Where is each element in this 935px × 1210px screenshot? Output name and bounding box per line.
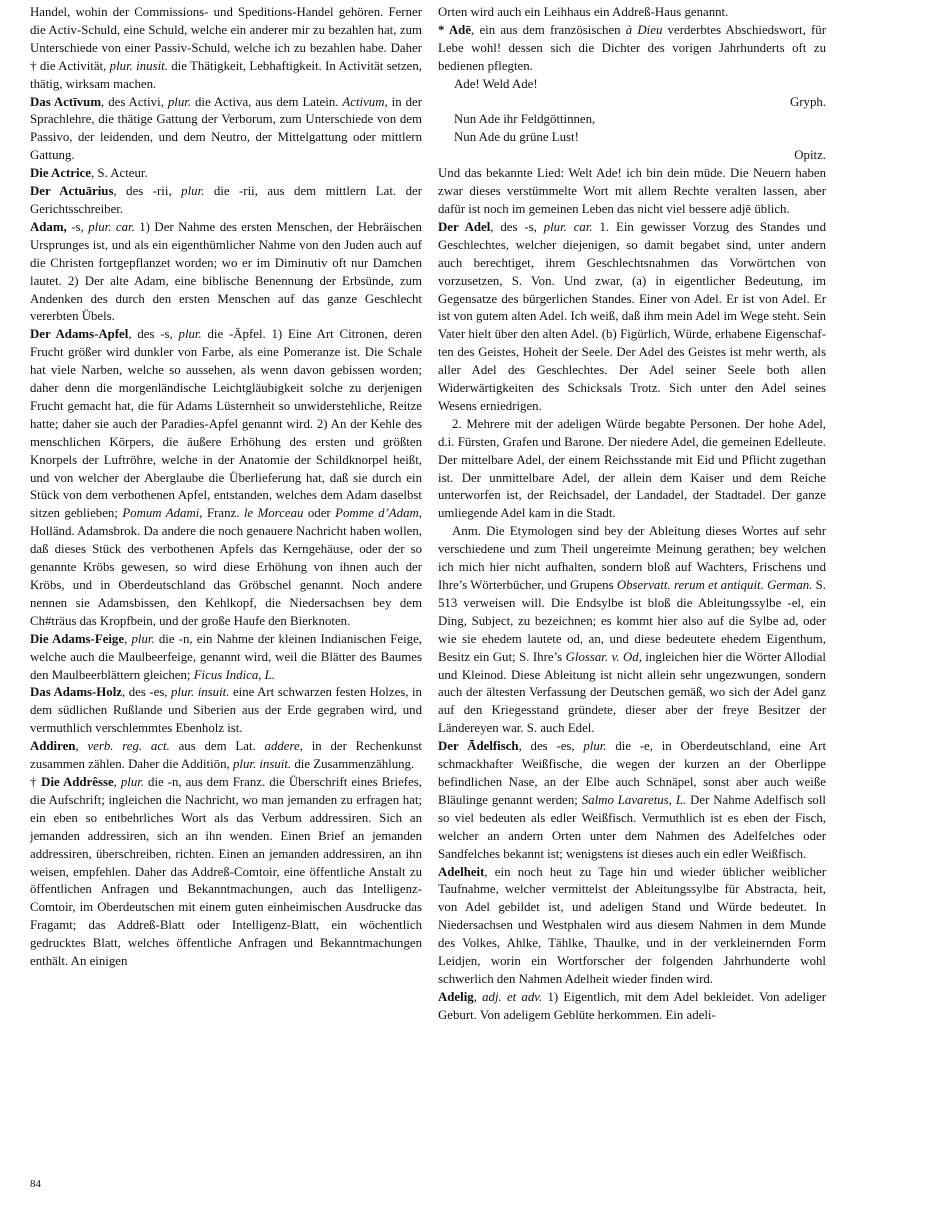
- text: die -n, aus dem Franz. die Überschrift eines Briefes, die Aufschrift; ingleichen die Nachricht, wo man jemanden zu erfragen hat; ein eben so entbehrliches Wort als das Verbum addressiren. Sich an jemanden addressiren, sich an ihn wenden. Einen Brief an jemanden addressiren, überschreiben, richten. Einen an jemanden addressiren, an ihn weisen, empfehlen. Daher das Addreß-Comtoir, eine öffentliche Anstalt zu öffentlichen Anfragen und Bekanntmachungen, auch das Intelligenz-Comtoir, im Oberdeutschen mit einem guten einheimischen Ausdrucke das Fragamt; das Addreß-Blatt oder Intelligenz-Blatt, ein wöchentlich gedrucktes Blatt, welches öffentliche Anfragen und Bekanntmachungen enthält. An einigen: [30, 774, 422, 969]
- paragraph: [438, 523, 826, 738]
- italic-text: plur. inusit.: [109, 58, 168, 73]
- italic-text: plur. car.: [88, 219, 135, 234]
- text: †: [30, 774, 42, 789]
- dictionary-entry: [438, 989, 826, 1025]
- text: , des -es,: [518, 739, 584, 754]
- italic-text: plur. car.: [543, 219, 593, 234]
- headword: Der Actuārius: [30, 184, 114, 199]
- right-column: [438, 4, 826, 1025]
- text: oder: [303, 506, 336, 521]
- headword: Der Ādelfisch: [438, 739, 519, 754]
- italic-text: plur.: [178, 327, 202, 342]
- italic-text: adj. et adv.: [482, 989, 543, 1004]
- headword: Der Adel: [438, 219, 491, 234]
- dictionary-entry: [30, 631, 422, 685]
- text: -s,: [66, 219, 89, 234]
- text: ,: [75, 739, 88, 754]
- text: verderbtes Abschiedswort, für Lebe wohl! dessen sich die Dichter des vorigen Jahrhunderts oft zu bedienen pflegten.: [438, 22, 826, 73]
- text: , S. Acteur.: [90, 166, 148, 181]
- text: , des -es,: [121, 685, 171, 700]
- italic-text: verb. reg. act.: [87, 739, 170, 754]
- italic-text: plur.: [131, 631, 155, 646]
- verse-line: Nun Ade ihr Feldgöttinnen,: [454, 112, 596, 127]
- dictionary-page: [30, 0, 830, 1210]
- text: ,: [113, 774, 121, 789]
- dictionary-entry: [438, 738, 826, 863]
- italic-text: Salmo Lavaretus, L.: [581, 792, 687, 807]
- text: eine Art schwarzen festen Holzes, in dem südlichen Rußlande und Siberien aus der Erde gegraben wird, und vermuthlich verschlemmtes Ebenholz ist.: [30, 685, 422, 736]
- text: ingleichen hier die Wörter Allodial und Kleinod. Diese Ableitung ist nicht allein sehr ungezwungen, sondern auch der ältesten Verfassung der Deutschen gemäß, wo sich der Adel ganz auf den Kriegesstand gründete, dieser aber der freye Besitzer der Ländereyen war. S. auch Edel.: [438, 649, 826, 736]
- dictionary-entry: [30, 165, 422, 183]
- text: , des -s,: [490, 219, 544, 234]
- italic-text: plur.: [167, 94, 192, 109]
- text: 1) Eigentlich, mit dem Adel bekleidet. Von adeliger Geburt. Von adeligem Geblüte herkommen. Ein adeli-: [438, 989, 826, 1022]
- italic-text: addere,: [264, 739, 303, 754]
- verse-quote: [438, 76, 826, 112]
- headword: Der Adams-Apfel: [30, 327, 129, 342]
- headword: Addiren: [30, 739, 76, 754]
- text: , des -rii,: [113, 184, 182, 199]
- headword: Die Actrice: [30, 166, 91, 181]
- text: Handel, wohin der Commissions- und Speditions-Handel gehören. Ferner die Activ-Schuld, eine Schuld, welche ein anderer mir zu bezahlen hat, zum Unterschiede von einer Passiv-Schuld, welche ich zu bezahlen habe. Daher † die Activität,: [30, 5, 422, 73]
- text: die -n, ein Nahme der kleinen Indianischen Feige, welche auch die Maulbeerfeige, genannt wird, weil die Blätter des Baumes den Maulbeerblättern gleichen;: [30, 631, 422, 682]
- verse-line: Ade! Weld Ade!: [454, 76, 538, 91]
- text: Und das bekannte Lied: Welt Ade! ich bin dein müde. Die Neuern haben zwar dieses verstümmelte Wort mit allem Rechte veralten lassen, aber dafür ist noch im gemeinen Leben das nicht viel bessere adjē üblich.: [438, 166, 826, 216]
- dictionary-entry: [30, 684, 422, 738]
- text: Der Nahme Adelfisch soll so viel bedeuten als edler Weißfisch. Vermuthlich ist es eben der Fisch, welcher an andern Orten unter dem Nahmen des Adelfelches oder Sandfelches bekannt ist; wenigstens ist dieses auch ein edler Weißfisch.: [438, 792, 826, 861]
- text: 1) Der Nahme des ersten Menschen, der Hebräischen Ursprunges ist, und als ein eigenthümlicher Nahme von den Juden auch auf die Christen fortgepflanzet worden; wo er im Diminutiv oft nur Damchen lautet. 2) Der alte Adam, eine biblische Benennung der Erbsünde, zum Andenken des durch den ersten Menschen auf das ganze Geschlecht vererbten Übels.: [30, 219, 422, 324]
- paragraph: [438, 416, 826, 523]
- text: Franz.: [202, 506, 244, 521]
- text: Holländ. Adamsbrok. Da andere die noch genauere Nachricht haben wollen, daß dieses Stück des verbothenen Apfels das Kerngehäuse, oder der so genannte Kröbs gewesen, so wird diese Erhöhung von ihnen auch der Kröbs, und in Oberdeutschland das Gröbschel genannt. Noch andere nennen sie Adamsbissen, den Kehlkopf, die Niedersachsen bey dem Ch#träus das Kropfbein, und der große Haufe den Bierknoten.: [30, 524, 422, 628]
- italic-text: plur.: [181, 184, 205, 199]
- text: Orten wird auch ein Leihhaus ein Addreß-Haus genannt.: [438, 5, 729, 19]
- dictionary-entry: [30, 774, 422, 971]
- headword: Das Adams-Holz: [30, 685, 122, 700]
- italic-text: plur.: [583, 739, 607, 754]
- dictionary-entry: [438, 219, 826, 416]
- text: , des -s,: [128, 327, 179, 342]
- italic-text: plur.: [120, 774, 145, 789]
- text: die Zusammenzählung.: [291, 757, 415, 772]
- headword: * Adē: [438, 22, 472, 37]
- text: , ein noch heut zu Tage hin und wieder üblicher weiblicher Taufnahme, welcher vermittelst der Ableitungssylbe für Abstracta, heit, von Adel gebildet ist, und adeligen Stand und Würde bedeutet. In Niedersachsen und Westphalen wird aus diesem Nahmen in dem Munde des Volkes, Ahlke, Tählke, Thaulke, und in der verkleinernden Form Leidjen, worin ein Wortforscher der folgenden Jahrhunderte wohl schwerlich den Nahmen Adelheit wieder finden wird.: [438, 864, 826, 986]
- verse-attribution: Gryph.: [789, 94, 826, 109]
- dictionary-entry: [30, 326, 422, 630]
- verse-quote: [438, 111, 826, 165]
- verse-line: Nun Ade du grüne Lust!: [454, 130, 579, 145]
- dictionary-entry: [30, 219, 422, 326]
- italic-text: Activum,: [342, 94, 388, 109]
- left-column: [30, 4, 422, 971]
- paragraph: [438, 165, 826, 219]
- text: , des Activi,: [101, 94, 168, 109]
- text: die -Äpfel. 1) Eine Art Citronen, deren Frucht größer wird dunkler von Farbe, als eine Pomeranze ist. Die Schale hat viele Narben, welche so aussehen, als wenn davon gebissen worden; daher denn die morgenländische Leichtgläubigkeit solche zu derjenigen Frucht gemacht hat, die für Adams Lüsternheit so unwiderstehliche, Reitze hatte; daher sie auch der Paradies-Apfel genannt wird. 2) An der Kehle des menschlichen Körpers, die äußere Erhöhung des ersten und größten Knorpels der Luftröhre, welche in der Anatomie der Schildknorpel heißt, und von welcher der Aberglaube die Überlieferung hat, daß sie durch ein Stück von dem verbothenen Apfel, entstanden, welches dem Adam daselbst sitzen geblieben;: [30, 327, 423, 521]
- headword: Adam,: [30, 219, 67, 234]
- headword: Adelheit: [438, 864, 485, 879]
- headword: Die Addrêsse: [41, 774, 114, 789]
- text: ,: [473, 989, 483, 1004]
- italic-text: à Dieu: [625, 22, 663, 37]
- italic-text: Pomum Adami,: [122, 506, 203, 521]
- italic-text: Pomme d’Adam,: [335, 506, 422, 521]
- text: S. 513 verweisen will. Die Endsylbe ist bloß die Ableitungssylbe -el, ein Ding, Subject, zu bezeichnen; es kommt hier also auf die Sylbe ad, oder wie sie ehedem lautete od, an, und diese bedeutete ehedem Eigenthum, Besitz ein Gut; S. Ihre’s: [438, 578, 826, 664]
- page-number: 84: [30, 1178, 41, 1190]
- text: , ein aus dem französischen: [471, 22, 626, 37]
- text: 2. Mehrere mit der adeligen Würde begabte Personen. Der hohe Adel, d.i. Fürsten, Grafen und Barone. Der niedere Adel, die gemeinen Edelleute. Der mittelbare Adel, der einem Reichsstande mit Eid und Pflicht zugethan ist. Der unmittelbare Adel, der allein dem Kaiser und dem Reiche unterworfen ist, der Reichsadel, der Landadel, der Stadtadel. Der ganze umliegende Adel kam in die Stadt.: [438, 416, 826, 521]
- dictionary-entry: [438, 22, 826, 76]
- italic-text: le Morceau: [243, 506, 304, 521]
- text: in der Rechenkunst zusammen zählen. Daher die Additiōn,: [30, 739, 423, 772]
- paragraph: [438, 4, 826, 22]
- dictionary-entry: [30, 183, 422, 219]
- text: die Activa, aus dem Latein.: [191, 94, 343, 109]
- headword: Das Actīvum: [30, 94, 102, 109]
- verse-attribution: Opitz.: [794, 148, 826, 163]
- italic-text: Ficus Indica, L.: [193, 667, 276, 682]
- text: in der Sprachlehre, die thätige Gattung der Verborum, zum Unterschiede von dem Passivo, der leidenden, und dem Neutro, der Mittelgattung oder mittlern Gattung.: [30, 94, 422, 163]
- italic-text: Observatt. rerum et antiquit. German.: [616, 578, 813, 592]
- text: die -rii, aus dem mittlern Lat. der Gerichtsschreiber.: [30, 184, 422, 216]
- paragraph: [30, 4, 422, 94]
- text: aus dem Lat.: [169, 739, 265, 754]
- text: 1. Ein gewisser Vorzug des Standes und Geschlechtes, welcher diejenigen, so damit begabet sind, unter andern auch berechtiget, ihrem Geschlechtsnahmen das Vorwörtchen von vorzusetzen, S. Von. Und zwar, (a) in eigentlicher Bedeutung, im Gegensatze des bürgerlichen Standes. Einer von Adel. Er ist von Adel. Er ist von gutem alten Adel. Ich weiß, daß ihm mein Adel im Wege steht. Sein Vater hielt über den alten Adel. (b) Figürlich, Würde, erhabene Eigenschaften des Geistes, Hoheit der Seele. Der Adel des Geistes ist mehr werth, als aller Adel des Geschlechtes. Der Adel seiner Seele both allen Widerwärtigkeiten des Schicksals Trotz. Sich unter den Adel seines Wesens erniedrigen.: [438, 219, 827, 413]
- dictionary-entry: [30, 738, 422, 774]
- headword: Adelig: [438, 989, 474, 1004]
- dictionary-entry: [438, 864, 826, 989]
- italic-text: Glossar. v. Od,: [565, 649, 642, 664]
- text: die -e, in Oberdeutschland, eine Art schmackhafter Weißfische, die wegen der kurzen an der Oberlippe befindlichen Nase, an der Elbe auch Schnäpel, sonst aber auch weiße Bläulinge genannt werden;: [438, 739, 827, 807]
- headword: Die Adams-Feige: [30, 631, 125, 646]
- dictionary-entry: [30, 94, 422, 166]
- text: ,: [124, 631, 132, 646]
- italic-text: plur. insuit.: [232, 757, 292, 772]
- text: Anm. Die Etymologen sind bey der Ableitung dieses Wortes auf sehr verschiedene und zum Theil ungereimte Meinung gerathen; bey welchen ich mich hier nicht aufhalten, sondern bloß auf Wachters, Frischens und Ihre’s Wörterbücher, und Grupens: [438, 524, 826, 592]
- text: die Thätigkeit, Lebhaftigkeit. In Activität setzen, thätig, wirksam machen.: [30, 58, 422, 91]
- italic-text: plur. insuit.: [171, 685, 230, 700]
